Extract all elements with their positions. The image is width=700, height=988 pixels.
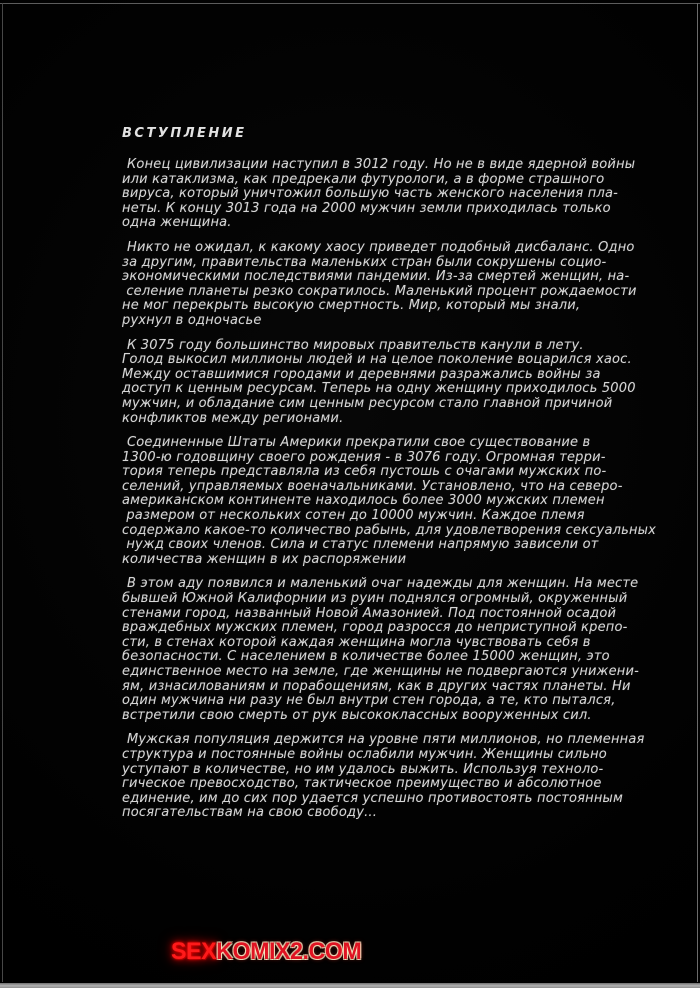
text-line: Голод выкосил миллионы людей и на целое поколение воцарился хаос. [122,352,632,368]
text-line: рухнул в одночасье [122,312,262,328]
text-line: сти, в стенах которой каждая женщина могла чувствовать себя в [122,634,591,650]
text-line: враждебных мужских племен, город разросся до неприступной крепо- [122,620,628,636]
text-line: размером от нескольких сотен до 10000 мужчин. Каждое племя [122,508,585,524]
text-line: одна женщина. [122,215,232,231]
paragraph [122,157,636,231]
text-line: К 3075 году большинство мировых правительств канули в лету. [127,337,584,353]
text-line: посягательствам на свою свободу... [122,805,378,821]
text-line: В этом аду появился и маленький очаг надежды для женщин. На месте [127,576,639,592]
watermark-prefix: SEX [171,938,217,965]
text-line: один мужчина ни разу не был внутри стен города, а те, кто пытался, [122,693,616,709]
text-line: ям, изнасилованиям и порабощениям, как в других частях планеты. Ни [122,678,631,694]
text-line: структура и постоянные войны ослабили мужчин. Женщины сильно [122,746,607,762]
paragraph [122,337,636,427]
scan-edge-top [0,3,700,4]
watermark-suffix: KOMIX2.COM [216,938,362,965]
text-line: содержало какое-то количество рабынь, для удовлетворения сексуальных [122,522,657,538]
text-line: безопасности. С населением в количестве более 15000 женщин, это [122,649,610,665]
watermark [171,938,361,966]
text-line: не мог перекрыть высокую смертность. Мир, который мы знали, [122,298,581,314]
text-line: единение, им до сих пор удается успешно противостоять постоянным [122,790,624,806]
text-line: американском континенте находилось более 3000 мужских племен [122,493,605,509]
scan-edge-left [2,3,3,982]
text-line: Конец цивилизации наступил в 3012 году. Но не в виде ядерной войны [127,157,636,172]
text-line: селений, управляемых военачальниками. Установлено, что на северо- [122,478,623,494]
text-line: стенами город, названный Новой Амазонией. Под постоянной осадой [122,605,617,621]
text-line: или катаклизма, как предрекали футурологи, а в форме страшного [122,171,605,187]
text-line: конфликтов между регионами. [122,410,344,426]
paragraphs [122,157,657,821]
text-line: бывшей Южной Калифорнии из руин поднялся огромный, окруженный [122,591,628,607]
scan-edge-right [697,3,698,982]
page-title: ВСТУПЛЕНИЕ [122,126,247,141]
text-line: количества женщин в их распоряжении [122,551,407,567]
text-line: мужчин, и обладание сим ценным ресурсом стало главной причиной [122,395,613,411]
text-line: доступ к ценным ресурсам. Теперь на одну женщину приходилось 5000 [122,381,636,397]
paragraph [122,239,637,329]
text-line: нужд своих членов. Сила и статус племени напрямую зависели от [122,537,599,553]
text-line: экономическими последствиями пандемии. Из-за смертей женщин, на- [122,269,630,285]
text-line: Никто не ожидал, к какому хаосу приведет подобный дисбаланс. Одно [127,239,635,255]
paragraph [122,732,645,821]
text-line: гическое превосходство, тактическое преимущество и абсолютное [122,776,602,792]
text-line: Между оставшимися городами и деревнями разражались войны за [122,366,601,382]
text-line: Мужская популяция держится на уровне пяти миллионов, но племенная [127,732,645,748]
paragraph [122,576,640,723]
text-line: вируса, который уничтожил большую часть женского населения пла- [122,186,619,202]
text-line: селение планеты резко сократилось. Маленький процент рождаемости [122,283,637,299]
text-line: тория теперь представляла из себя пустошь с очагами мужских по- [122,464,607,480]
paragraph [122,435,657,567]
text-line: 1300-ю годовщину своего рождения - в 3076 году. Огромная терри- [122,449,606,465]
intro-text [122,126,657,821]
text-line: неты. К концу 3013 года на 2000 мужчин земли приходилась только [122,200,611,216]
text-line: единственное место на земле, где женщины не подвергаются унижени- [122,664,640,679]
text-line: за другим, правительства маленьких стран были сокрушены социо- [122,254,607,270]
text-line: Соединенные Штаты Америки прекратили свое существование в [127,435,591,451]
text-line: уступают в количестве, но им удалось выжить. Используя техноло- [122,761,604,777]
scan-edge-bottom [0,983,700,988]
text-line: встретили свою смерть от рук высококлассных вооруженных сил. [122,707,592,723]
